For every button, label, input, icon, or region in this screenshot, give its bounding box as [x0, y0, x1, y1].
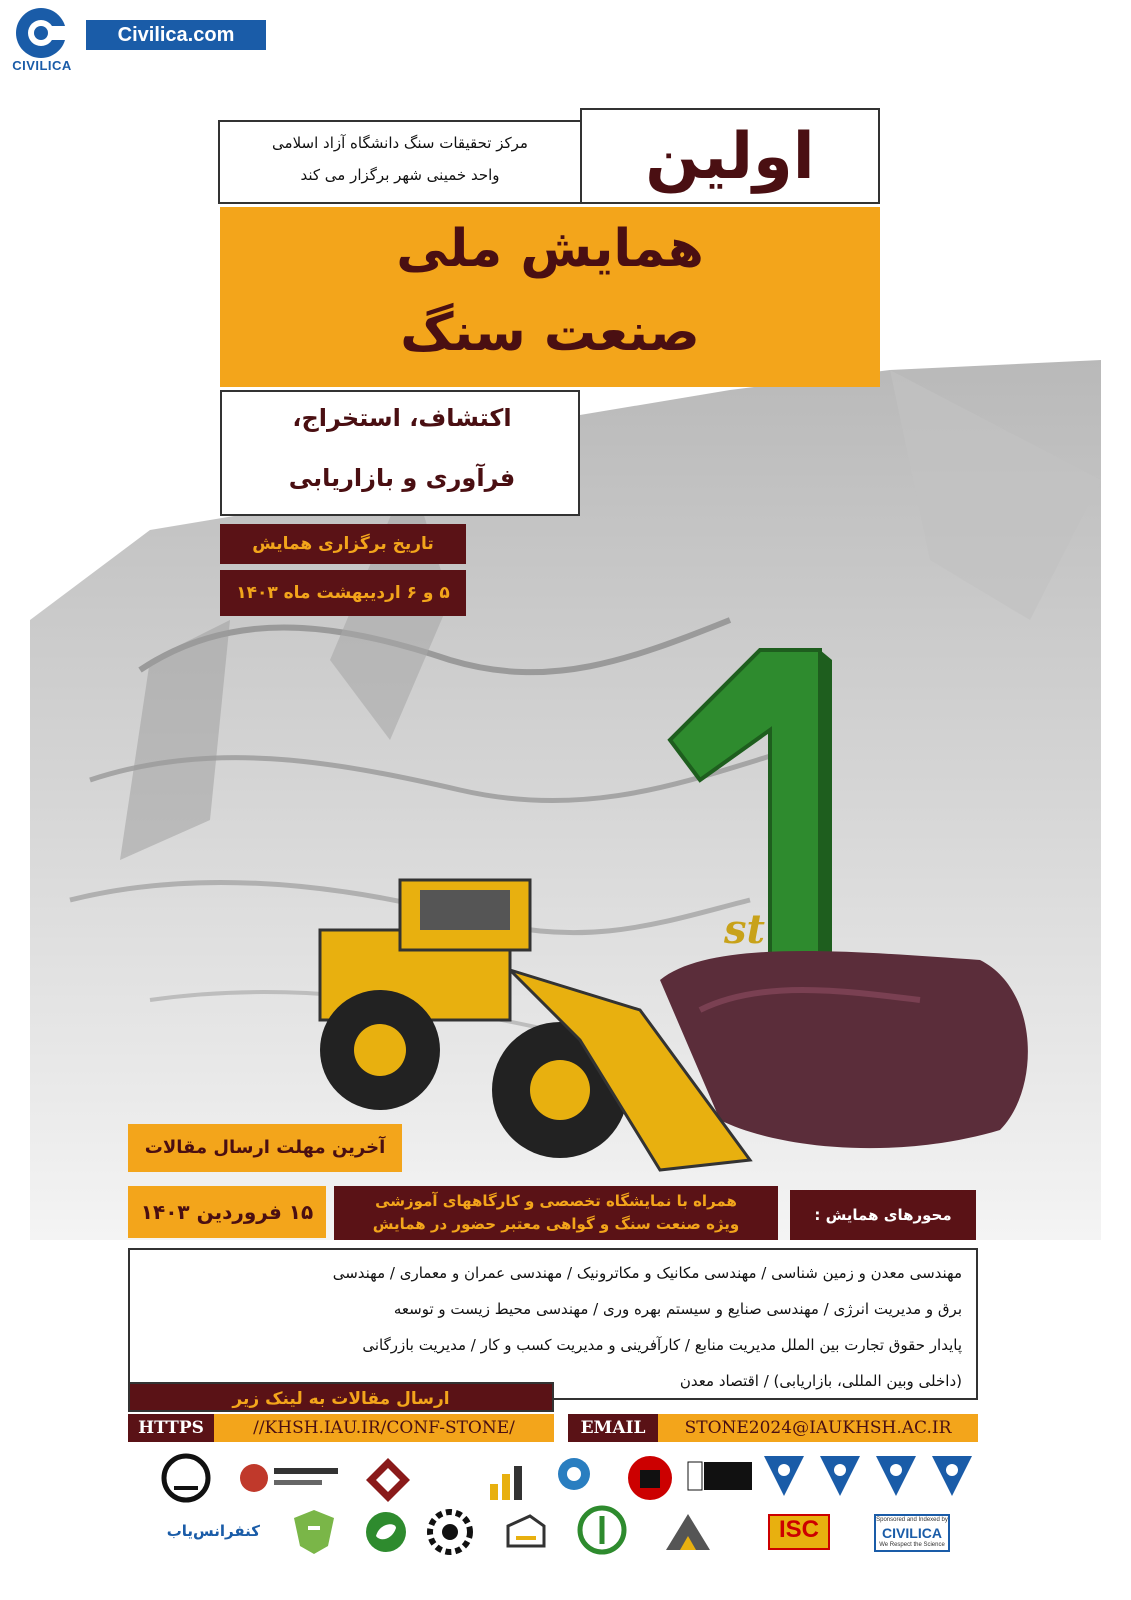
mountain-logo-icon — [662, 1506, 714, 1558]
url-label: HTTPS — [138, 1418, 204, 1438]
topics-label: محورهای همایش : — [790, 1190, 976, 1240]
subtitle-box — [220, 390, 580, 516]
submit-label: ارسال مقالات به لینک زیر — [128, 1382, 554, 1412]
leaf-logo-icon — [360, 1506, 412, 1558]
shield-logo-icon — [288, 1506, 340, 1558]
email-link[interactable] — [658, 1414, 978, 1442]
title-line-1: همایش ملی — [396, 219, 704, 279]
main-title-box — [220, 207, 880, 387]
organizer-box — [218, 120, 582, 204]
topic-line-3: پایدار حقوق تجارت بین الملل مدیریت منابع / کارآفرینی و مدیریت کسب و کار / مدیریت بازرگانی — [362, 1336, 962, 1354]
topic-line-1: مهندسی معدن و زمین شناسی / مهندسی مکانیک و مکاترونیک / مهندسی عمران و معماری / مهندسی — [332, 1264, 962, 1282]
email-label: EMAIL — [580, 1418, 646, 1438]
civilica-site-label[interactable]: Civilica.com — [86, 20, 266, 50]
email-value: STONE2024@IAUKHSH.AC.IR — [684, 1418, 952, 1438]
first-word: اولین — [645, 120, 815, 194]
civilica-brand: CIVILICA — [12, 58, 72, 73]
finance-logo-icon — [480, 1458, 532, 1510]
engineering-org-logo-icon — [160, 1452, 212, 1504]
url-link[interactable] — [214, 1414, 554, 1442]
factory-logo-icon — [624, 1452, 676, 1504]
exhibition-box — [334, 1186, 778, 1240]
subtitle-line-1: اکتشاف، استخراج، — [292, 404, 512, 432]
rooyesh-logo-icon — [576, 1504, 628, 1556]
organizer-line-1: مرکز تحقیقات سنگ دانشگاه آزاد اسلامی — [272, 134, 528, 152]
date-label: تاریخ برگزاری همایش — [220, 524, 466, 564]
civilica-badge-top: Sponsored and Indexed by — [876, 1517, 948, 1523]
deadline-label: آخرین مهلت ارسال مقالات — [128, 1124, 402, 1172]
geological-survey-logo-icon — [236, 1460, 342, 1496]
university-seal-logo-icon — [926, 1450, 978, 1502]
topics-box — [128, 1248, 978, 1400]
email-label-box — [568, 1414, 658, 1442]
conferenceyab-logo: کنفرانس‌یاب — [166, 1522, 260, 1540]
civilica-logo-icon — [6, 6, 76, 60]
deadline-value: ۱۵ فروردین ۱۴۰۳ — [128, 1186, 326, 1238]
research-logo-icon — [548, 1452, 600, 1504]
badge-suffix: st — [724, 906, 765, 953]
roshan-logo-icon — [500, 1506, 552, 1558]
civilica-index-logo — [874, 1514, 950, 1552]
subtitle-line-2: فرآوری و بازاریابی — [288, 464, 516, 492]
exhibition-line-2: ویژه صنعت سنگ و گواهی معتبر حضور در همایش — [372, 1215, 740, 1233]
jahad-logo-icon — [686, 1458, 756, 1494]
civilica-badge-name: CIVILICA — [882, 1525, 942, 1541]
civilica-badge-tag: We Respect the Science — [879, 1542, 945, 1548]
university-seal-logo-icon — [814, 1450, 866, 1502]
organizer-line-2: واحد خمینی شهر برگزار می کند — [300, 166, 500, 184]
iran-stone-association-logo-icon — [360, 1452, 456, 1506]
isc-logo: ISC — [768, 1514, 830, 1550]
title-line-2: صنعت سنگ — [400, 303, 700, 363]
university-seal-logo-icon — [870, 1450, 922, 1502]
exhibition-line-1: همراه با نمایشگاه تخصصی و کارگاههای آموزشی — [375, 1192, 737, 1210]
university-seal-logo-icon — [758, 1450, 810, 1502]
topic-line-2: برق و مدیریت انرژی / مهندسی صنایع و سیستم بهره وری / مهندسی محیط زیست و توسعه — [393, 1300, 962, 1318]
gear-logo-icon — [424, 1506, 476, 1558]
url-label-box — [128, 1414, 214, 1442]
date-value: ۵ و ۶ اردیبهشت ماه ۱۴۰۳ — [220, 570, 466, 616]
url-value: //KHSH.IAU.IR/CONF-STONE/ — [253, 1418, 515, 1438]
topic-line-4: (داخلی وبین المللی، بازاریابی) / اقتصاد معدن — [679, 1372, 962, 1390]
